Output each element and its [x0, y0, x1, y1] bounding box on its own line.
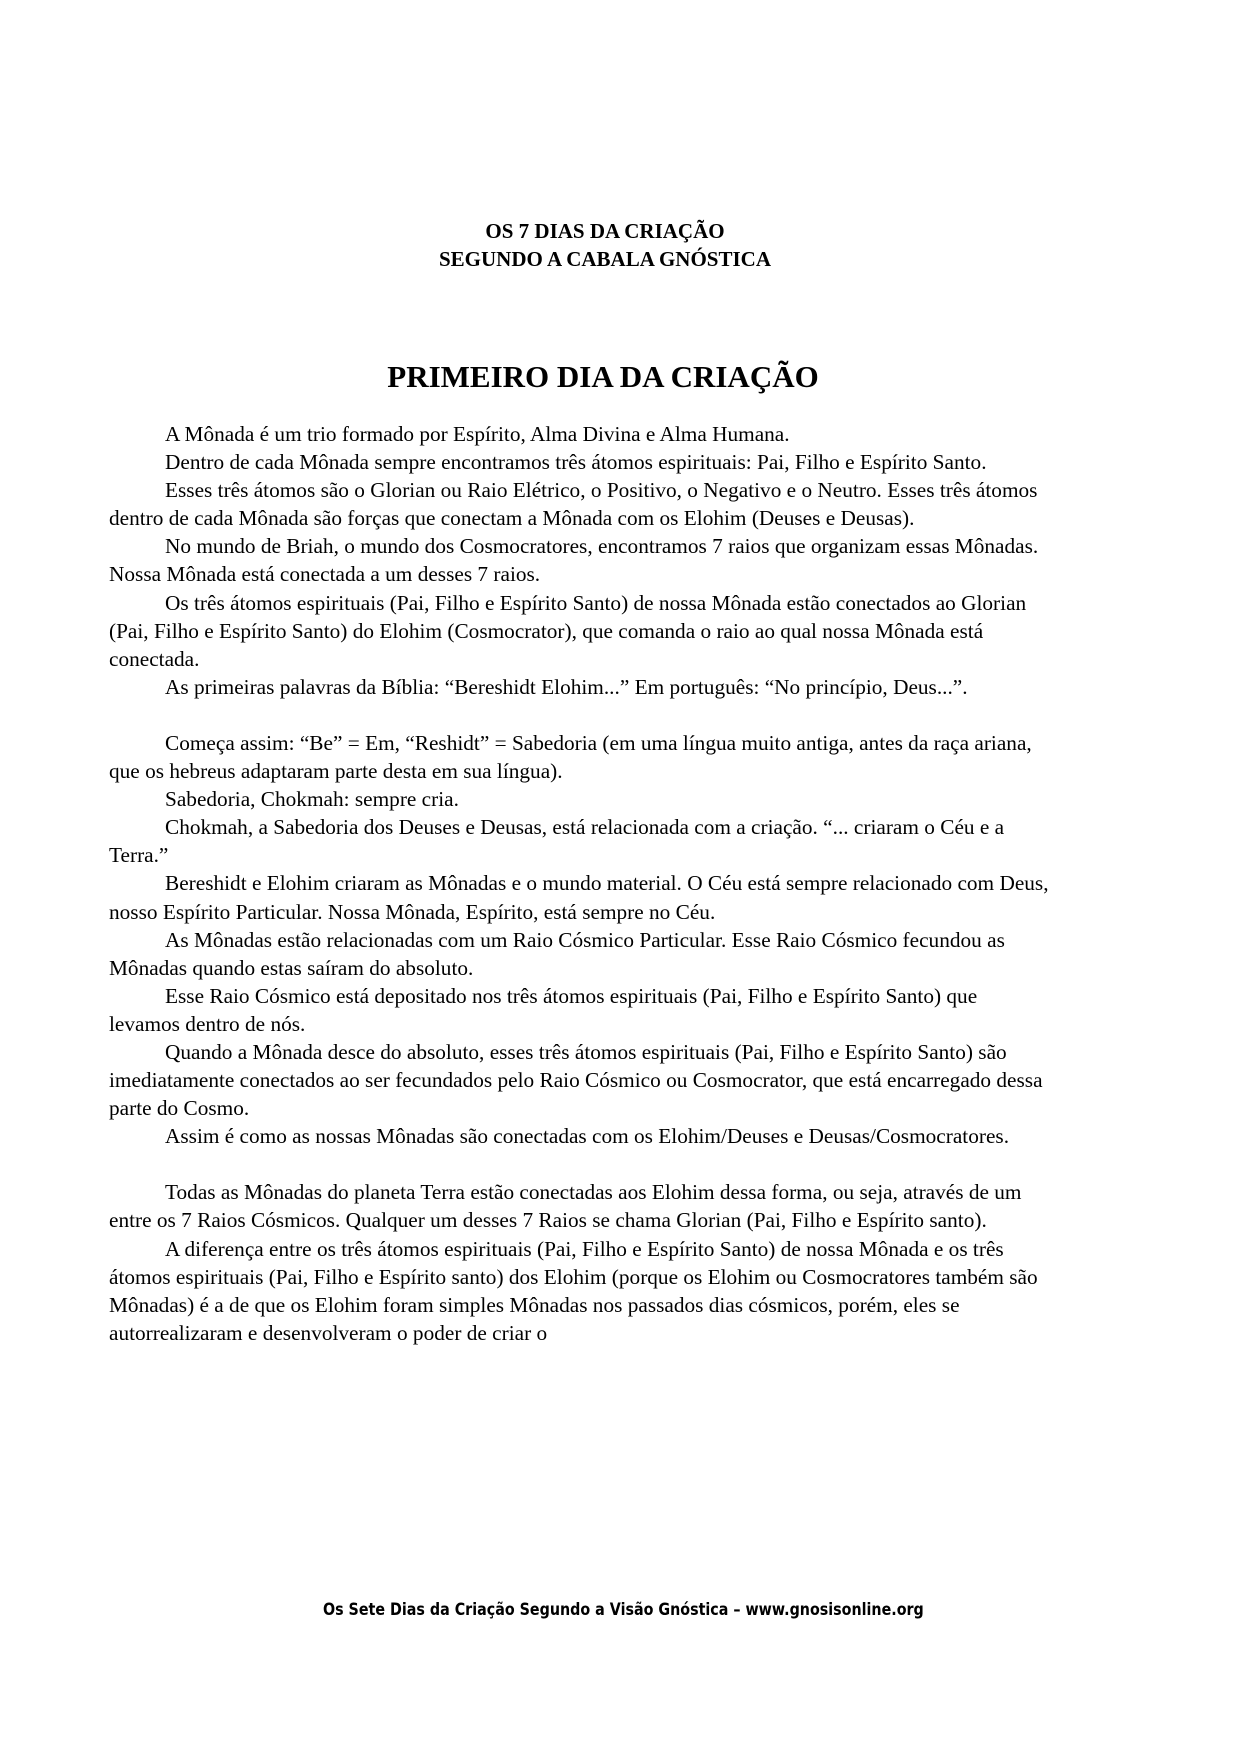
- paragraph: No mundo de Briah, o mundo dos Cosmocratores, encontramos 7 raios que organizam essas Mônadas. Nossa Mônada está conectada a um desses 7 raios.: [109, 534, 1039, 587]
- document-header: [0, 217, 1210, 273]
- paragraph: Esse Raio Cósmico está depositado nos três átomos espirituais (Pai, Filho e Espírito Santo) que levamos dentro de nós.: [109, 983, 978, 1036]
- paragraph: Chokmah, a Sabedoria dos Deuses e Deusas, está relacionada com a criação. “... criaram o Céu e a Terra.”: [109, 815, 1005, 868]
- paragraph: Quando a Mônada desce do absoluto, esses três átomos espirituais (Pai, Filho e Espírito Santo) são imediatamente conectados ao ser fecundados pelo Raio Cósmico ou Cosmocrator, que está encarregado dessa parte do Cosmo.: [109, 1039, 1043, 1121]
- document-title-line-1: OS 7 DIAS DA CRIAÇÃO: [485, 219, 725, 243]
- paragraph: Bereshidt e Elohim criaram as Mônadas e o mundo material. O Céu está sempre relacionado com Deus, nosso Espírito Particular. Nossa Mônada, Espírito, está sempre no Céu.: [109, 871, 1049, 924]
- paragraph: Os três átomos espirituais (Pai, Filho e Espírito Santo) de nossa Mônada estão conectados ao Glorian (Pai, Filho e Espírito Santo) do Elohim (Cosmocrator), que comanda o raio ao qual nossa Mônada está conectada.: [109, 590, 1027, 671]
- paragraph: As Mônadas estão relacionadas com um Raio Cósmico Particular. Esse Raio Cósmico fecundou as Mônadas quando estas saíram do absoluto.: [109, 927, 1005, 980]
- paragraph: A diferença entre os três átomos espirituais (Pai, Filho e Espírito Santo) de nossa Mônada e os três átomos espirituais (Pai, Filho e Espírito santo) dos Elohim (porque os Elohim ou Cosmocratores também são Mônadas) é a de que os Elohim foram simples Mônadas nos passados dias cósmicos, porém, eles se autorrealizaram e desenvolveram o poder de criar o: [109, 1236, 1038, 1345]
- page-footer: Os Sete Dias da Criação Segundo a Visão Gnóstica – www.gnosisonline.org: [322, 1600, 924, 1620]
- paragraph: Começa assim: “Be” = Em, “Reshidt” = Sabedoria (em uma língua muito antiga, antes da raça ariana, que os hebreus adaptaram parte desta em sua língua).: [109, 730, 1032, 784]
- chapter-title: PRIMEIRO DIA DA CRIAÇÃO: [387, 359, 819, 394]
- paragraph: Assim é como as nossas Mônadas são conectadas com os Elohim/Deuses e Deusas/Cosmocratores.: [165, 1124, 1010, 1149]
- paragraph: Todas as Mônadas do planeta Terra estão conectadas aos Elohim dessa forma, ou seja, através de um entre os 7 Raios Cósmicos. Qualquer um desses 7 Raios se chama Glorian (Pai, Filho e Espírito santo).: [109, 1180, 1022, 1233]
- paragraph: Esses três átomos são o Glorian ou Raio Elétrico, o Positivo, o Negativo e o Neutro. Esses três átomos dentro de cada Mônada são forças que conectam a Mônada com os Elohim (Deuses e Deusas).: [109, 478, 1038, 531]
- paragraph: As primeiras palavras da Bíblia: “Bereshidt Elohim...” Em português: “No princípio, Deus...”.: [165, 674, 968, 699]
- paragraph: Dentro de cada Mônada sempre encontramos três átomos espirituais: Pai, Filho e Espírito Santo.: [165, 450, 987, 475]
- paragraph: Sabedoria, Chokmah: sempre cria.: [165, 787, 459, 812]
- body-text: [109, 420, 1049, 1347]
- paragraph: A Mônada é um trio formado por Espírito, Alma Divina e Alma Humana.: [165, 422, 790, 446]
- document-title-line-2: SEGUNDO A CABALA GNÓSTICA: [439, 247, 771, 271]
